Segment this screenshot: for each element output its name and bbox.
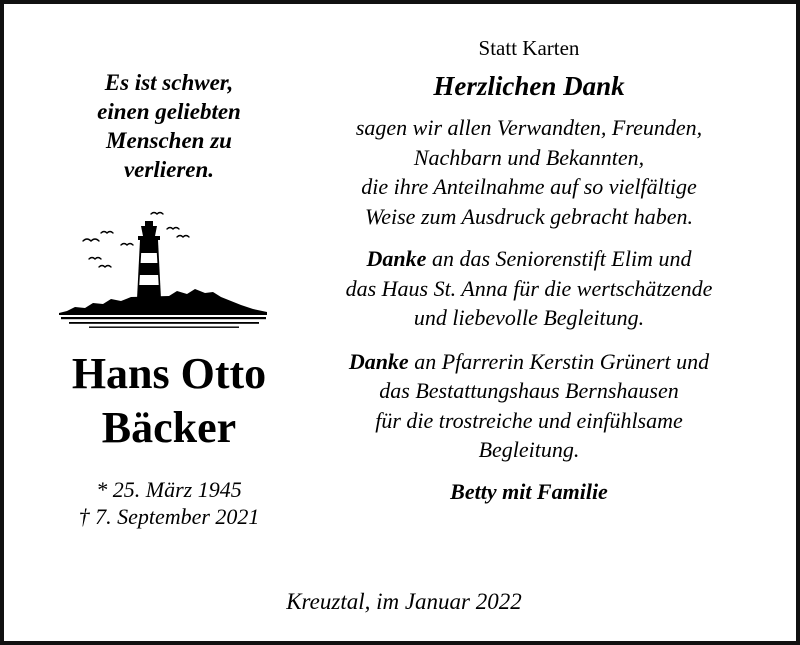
paragraph-line: Nachbarn und Bekannten, xyxy=(413,144,645,170)
birth-date: * 25. März 1945 xyxy=(96,477,242,502)
paragraph-line: sagen wir allen Verwandten, Freunden, xyxy=(355,115,703,140)
paragraph-line xyxy=(296,347,762,377)
paragraph-line: für die trostreiche und einfühlsame xyxy=(375,407,683,433)
paragraph-text: an Pfarrerin Kerstin Grünert und xyxy=(408,348,710,374)
paragraph-line: Begleitung. xyxy=(478,437,580,462)
signature: Betty mit Familie xyxy=(450,478,608,504)
thanks-paragraph xyxy=(296,113,762,231)
life-dates xyxy=(44,476,294,530)
pastor-thanks-paragraph xyxy=(296,347,762,465)
motto-line: verlieren. xyxy=(123,157,215,182)
deceased-name xyxy=(34,347,304,455)
motto-line: Es ist schwer, xyxy=(104,70,234,95)
motto xyxy=(54,68,284,184)
lighthouse-with-birds-icon xyxy=(59,209,269,334)
statt-karten-label: Statt Karten xyxy=(478,36,580,60)
paragraph-line xyxy=(296,244,762,274)
name-line: Hans Otto xyxy=(71,349,267,398)
thanks-heading: Herzlichen Dank xyxy=(433,71,625,101)
paragraph-line: das Bestattungshaus Bernshausen xyxy=(379,378,679,403)
name-line: Bäcker xyxy=(101,403,237,452)
paragraph-line: Weise zum Ausdruck gebracht haben. xyxy=(364,203,694,229)
right-column xyxy=(296,34,762,506)
paragraph-line: die ihre Anteilnahme auf so vielfältige xyxy=(361,174,697,199)
danke-emphasis: Danke xyxy=(348,348,409,374)
place-and-date: Kreuztal, im Januar 2022 xyxy=(286,589,522,614)
paragraph-text: an das Seniorenstift Elim und xyxy=(426,246,692,271)
danke-emphasis: Danke xyxy=(366,246,427,271)
motto-line: Menschen zu xyxy=(106,128,232,153)
motto-line: einen geliebten xyxy=(97,99,241,124)
death-date: † 7. September 2021 xyxy=(78,504,260,529)
care-home-thanks-paragraph xyxy=(296,244,762,333)
paragraph-line: das Haus St. Anna für die wertschätzende xyxy=(345,275,713,301)
left-column xyxy=(54,68,284,184)
paragraph-line: und liebevolle Begleitung. xyxy=(413,305,645,330)
